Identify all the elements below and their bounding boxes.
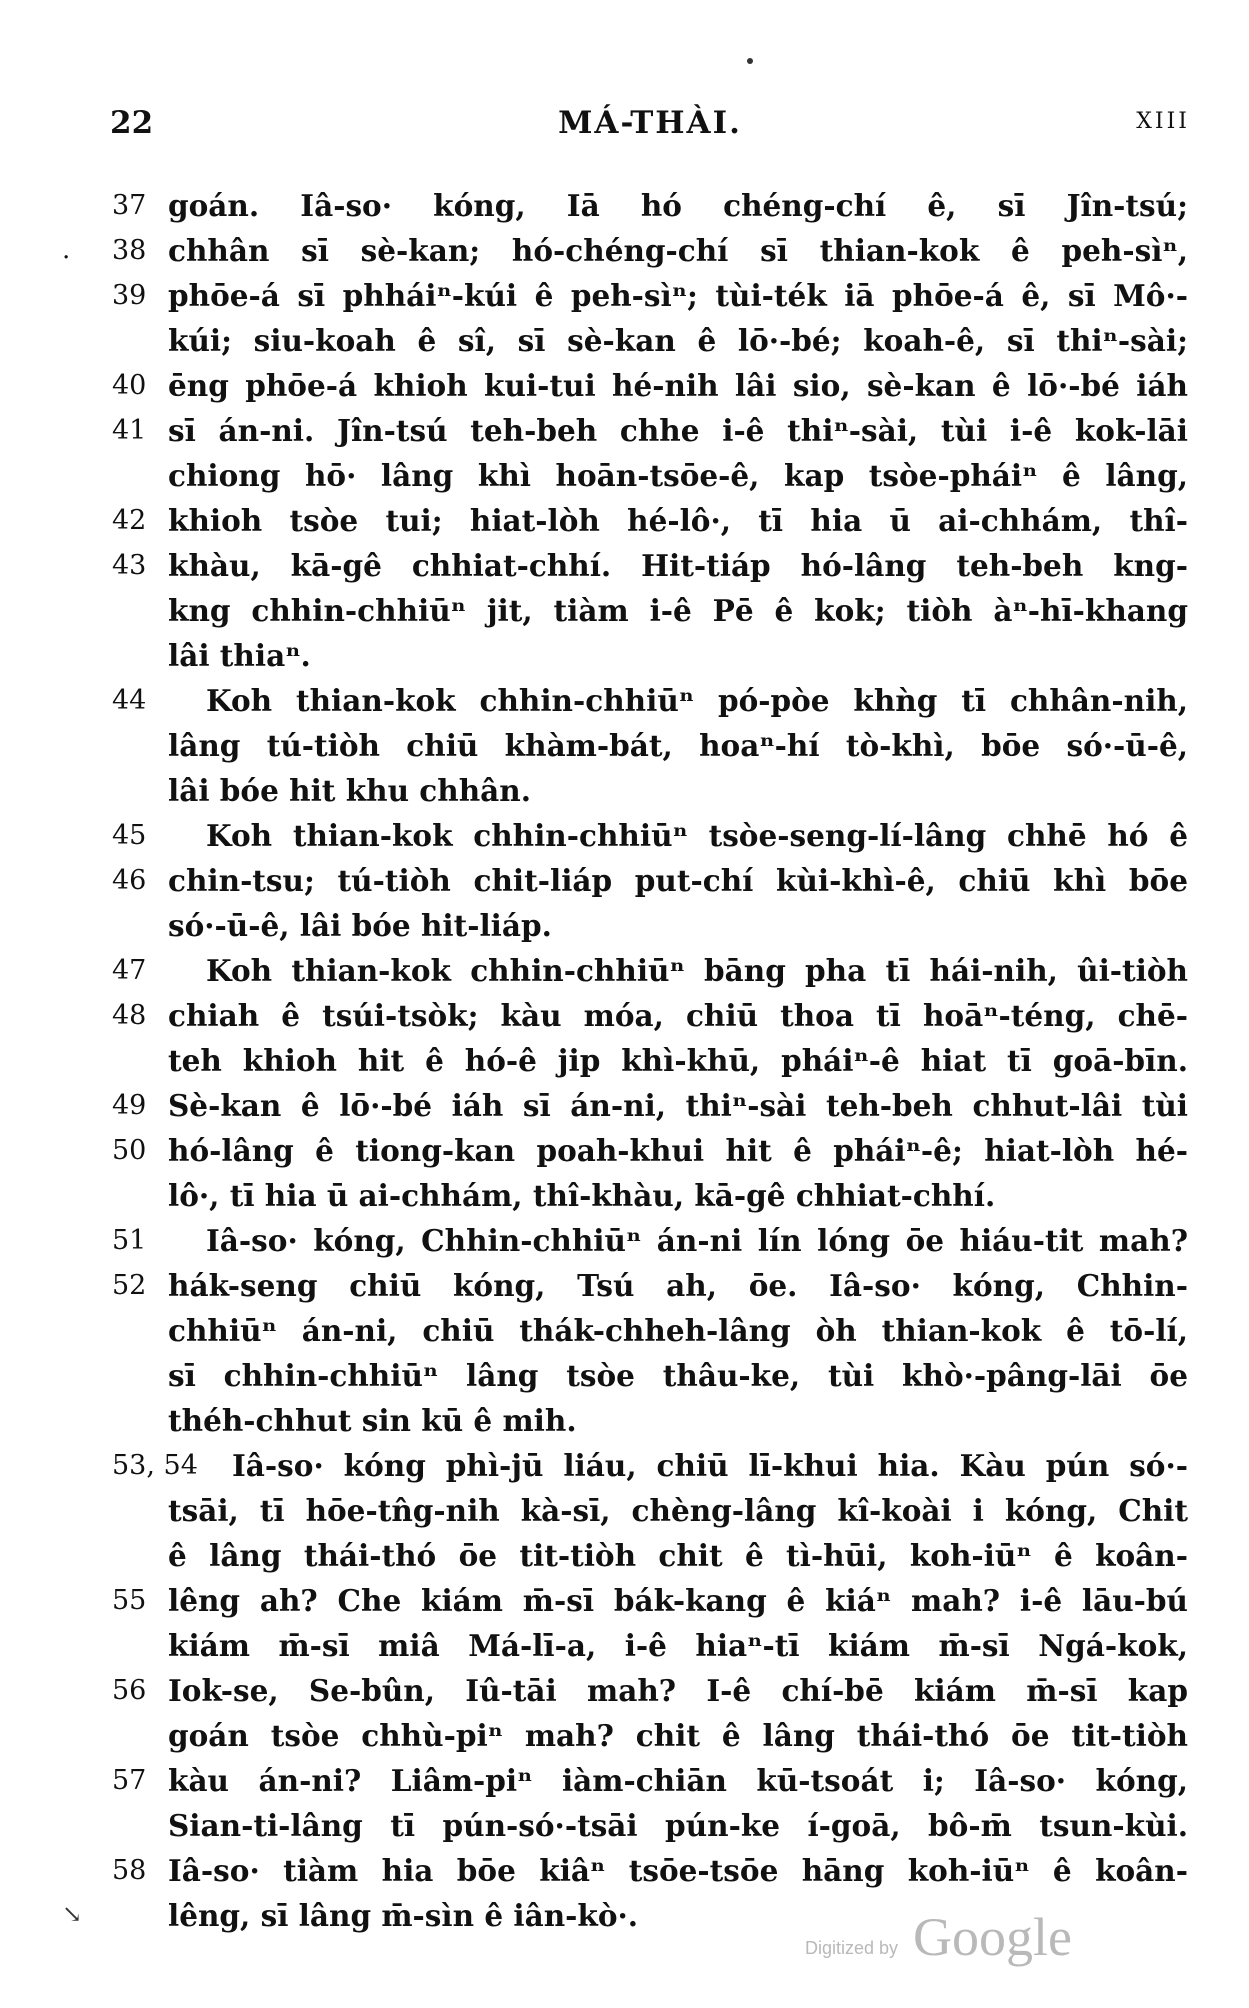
text-line <box>0 588 1249 633</box>
text-line <box>0 1263 1249 1308</box>
verse-text: teh khioh hit ê hó-ê jip khì-khū, pháiⁿ-ê hiat tī goā-bīn. <box>168 1043 1188 1078</box>
verse-text: Koh thian-kok chhin-chhiūⁿ pó-pòe khǹg tī chhân-nih, <box>206 683 1188 718</box>
verse-text: hák-seng chiū kóng, Tsú ah, ōe. Iâ-so· kóng, Chhin- <box>168 1268 1188 1303</box>
google-logo: Google <box>913 1907 1072 1967</box>
verse-text: só·-ū-ê, lâi bóe hit-liáp. <box>168 908 552 943</box>
verse-number: 48 <box>112 1000 147 1031</box>
text-line <box>0 228 1249 273</box>
verse-number: 46 <box>112 865 147 896</box>
verse-number: 47 <box>112 955 147 986</box>
text-line <box>0 1308 1249 1353</box>
text-line <box>0 408 1249 453</box>
verse-text: phōe-á sī phháiⁿ-kúi ê peh-sìⁿ; tùi-ték iā phōe-á ê, sī Mô·- <box>168 278 1188 313</box>
verse-text: Koh thian-kok chhin-chhiūⁿ tsòe-seng-lí-lâng chhē hó ê <box>206 818 1188 853</box>
verse-text: chin-tsu; tú-tiòh chit-liáp put-chí kùi-khì-ê, chiū khì bōe <box>168 863 1188 898</box>
margin-mark: ↘ <box>62 1900 83 1928</box>
text-line <box>0 183 1249 228</box>
text-line <box>0 318 1249 363</box>
text-line <box>0 1848 1249 1893</box>
verse-number: 43 <box>112 550 147 581</box>
verse-text: lô·, tī hia ū ai-chhám, thî-khàu, kā-gê chhiat-chhí. <box>168 1178 996 1213</box>
verse-text: chiong hō· lâng khì hoān-tsōe-ê, kap tsòe-pháiⁿ ê lâng, <box>168 458 1188 493</box>
verse-text: théh-chhut sin kū ê mih. <box>168 1403 577 1438</box>
verse-number: 44 <box>112 685 147 716</box>
text-line <box>0 903 1249 948</box>
text-line <box>0 1668 1249 1713</box>
verse-text: Sian-ti-lâng tī pún-só·-tsāi pún-ke í-goā, bô-m̄ tsun-kùi. <box>168 1808 1188 1843</box>
text-line <box>0 1353 1249 1398</box>
text-line <box>0 1488 1249 1533</box>
digitized-watermark <box>795 1902 1095 1972</box>
verse-number: 38 <box>112 235 147 266</box>
verse-text: khioh tsòe tui; hiat-lòh hé-lô·, tī hia ū ai-chhám, thî- <box>168 503 1188 538</box>
text-line <box>0 498 1249 543</box>
verse-text: Iok-se, Se-bûn, Iû-tāi mah? I-ê chí-bē kiám m̄-sī kap <box>168 1673 1188 1708</box>
text-line <box>0 1443 1249 1488</box>
text-line <box>0 633 1249 678</box>
verse-number: 51 <box>112 1225 147 1256</box>
verse-number: 49 <box>112 1090 147 1121</box>
text-line <box>0 1623 1249 1668</box>
verse-text: chhân sī sè-kan; hó-chéng-chí sī thian-kok ê peh-sìⁿ, <box>168 233 1188 268</box>
text-line <box>0 723 1249 768</box>
verse-text: Iâ-so· tiàm hia bōe kiâⁿ tsōe-tsōe hāng koh-iūⁿ ê koân- <box>168 1853 1188 1888</box>
text-line <box>0 1038 1249 1083</box>
page-number: 22 <box>110 105 154 141</box>
verse-text: lâi thiaⁿ. <box>168 638 311 673</box>
text-line <box>0 363 1249 408</box>
verse-number: 55 <box>112 1585 147 1616</box>
verse-text: kúi; siu-koah ê sî, sī sè-kan ê lō·-bé; koah-ê, sī thiⁿ-sài; <box>168 323 1188 358</box>
chapter-number: XIII <box>1136 109 1190 134</box>
verse-text: ê lâng thái-thó ōe tit-tiòh chit ê tì-hūi, koh-iūⁿ ê koân- <box>168 1538 1188 1573</box>
page-header <box>110 105 1190 155</box>
verse-text: goán tsòe chhù-piⁿ mah? chit ê lâng thái-thó ōe tit-tiòh <box>168 1718 1188 1753</box>
text-line <box>0 1578 1249 1623</box>
verse-number: 57 <box>112 1765 147 1796</box>
text-line <box>0 453 1249 498</box>
text-line <box>0 1803 1249 1848</box>
verse-number: 52 <box>112 1270 147 1301</box>
text-line <box>0 1398 1249 1443</box>
verse-number: 45 <box>112 820 147 851</box>
text-line <box>0 1173 1249 1218</box>
verse-number: 40 <box>112 370 147 401</box>
verse-text: sī án-ni. Jîn-tsú teh-beh chhe i-ê thiⁿ-sài, tùi i-ê kok-lāi <box>168 413 1188 448</box>
verse-text: Sè-kan ê lō·-bé iáh sī án-ni, thiⁿ-sài teh-beh chhut-lâi tùi <box>168 1088 1188 1123</box>
text-line <box>0 1218 1249 1263</box>
text-line <box>0 1533 1249 1578</box>
verse-text: Iâ-so· kóng, Chhin-chhiūⁿ án-ni lín lóng ōe hiáu-tit mah? <box>206 1223 1188 1258</box>
verse-text: kng chhin-chhiūⁿ jit, tiàm i-ê Pē ê kok; tiòh àⁿ-hī-khang <box>168 593 1188 628</box>
verse-text: lêng ah? Che kiám m̄-sī bák-kang ê kiáⁿ mah? i-ê lāu-bú <box>168 1583 1188 1618</box>
verse-number: 41 <box>112 415 147 446</box>
verse-text: tsāi, tī hōe-tn̂g-nih kà-sī, chèng-lâng kî-koài i kóng, Chit <box>168 1493 1188 1528</box>
verse-text: ēng phōe-á khioh kui-tui hé-nih lâi sio, sè-kan ê lō·-bé iáh <box>168 368 1188 403</box>
verse-number: 58 <box>112 1855 147 1886</box>
text-line <box>0 948 1249 993</box>
verse-text: kiám m̄-sī miâ Má-lī-a, i-ê hiaⁿ-tī kiám m̄-sī Ngá-kok, <box>168 1628 1188 1663</box>
verse-text: Koh thian-kok chhin-chhiūⁿ bāng pha tī hái-nih, ûi-tiòh <box>206 953 1188 988</box>
text-line <box>0 813 1249 858</box>
verse-text: khàu, kā-gê chhiat-chhí. Hit-tiáp hó-lâng teh-beh kng- <box>168 548 1188 583</box>
book-title: MÁ-THÀI. <box>558 105 742 141</box>
verse-text: goán. Iâ-so· kóng, Iā hó chéng-chí ê, sī Jîn-tsú; <box>168 188 1188 223</box>
verse-text: lâi bóe hit khu chhân. <box>168 773 531 808</box>
verse-text: Iâ-so· kóng phì-jū liáu, chiū lī-khui hia. Kàu pún só·- <box>232 1448 1188 1483</box>
text-line <box>0 768 1249 813</box>
verse-number: 37 <box>112 190 147 221</box>
verse-number: 42 <box>112 505 147 536</box>
verse-text: sī chhin-chhiūⁿ lâng tsòe thâu-ke, tùi khò·-pâng-lāi ōe <box>168 1358 1188 1393</box>
text-line <box>0 273 1249 318</box>
ink-speck <box>747 58 753 64</box>
verse-text: chhiūⁿ án-ni, chiū thák-chheh-lâng òh thian-kok ê tō-lí, <box>168 1313 1188 1348</box>
text-line <box>0 1713 1249 1758</box>
text-line <box>0 543 1249 588</box>
verse-number: 53, 54 <box>112 1450 198 1481</box>
verse-text: lâng tú-tiòh chiū khàm-bát, hoaⁿ-hí tò-khì, bōe só·-ū-ê, <box>168 728 1188 763</box>
text-line <box>0 1128 1249 1173</box>
verse-number: 50 <box>112 1135 147 1166</box>
text-line <box>0 1758 1249 1803</box>
text-body <box>0 183 1249 1938</box>
text-line <box>0 993 1249 1038</box>
text-line <box>0 1083 1249 1128</box>
text-line <box>0 678 1249 723</box>
verse-text: hó-lâng ê tiong-kan poah-khui hit ê pháiⁿ-ê; hiat-lòh hé- <box>168 1133 1188 1168</box>
verse-text: lêng, sī lâng m̄-sìn ê iân-kò·. <box>168 1898 639 1933</box>
text-line <box>0 858 1249 903</box>
margin-dot: . <box>62 235 71 265</box>
digitized-by-label: Digitized by <box>805 1938 899 1958</box>
verse-text: chiah ê tsúi-tsòk; kàu móa, chiū thoa tī hoāⁿ-téng, chē- <box>168 998 1188 1033</box>
verse-number: 56 <box>112 1675 147 1706</box>
verse-text: kàu án-ni? Liâm-piⁿ iàm-chiān kū-tsoát i; Iâ-so· kóng, <box>168 1763 1188 1798</box>
verse-number: 39 <box>112 280 147 311</box>
